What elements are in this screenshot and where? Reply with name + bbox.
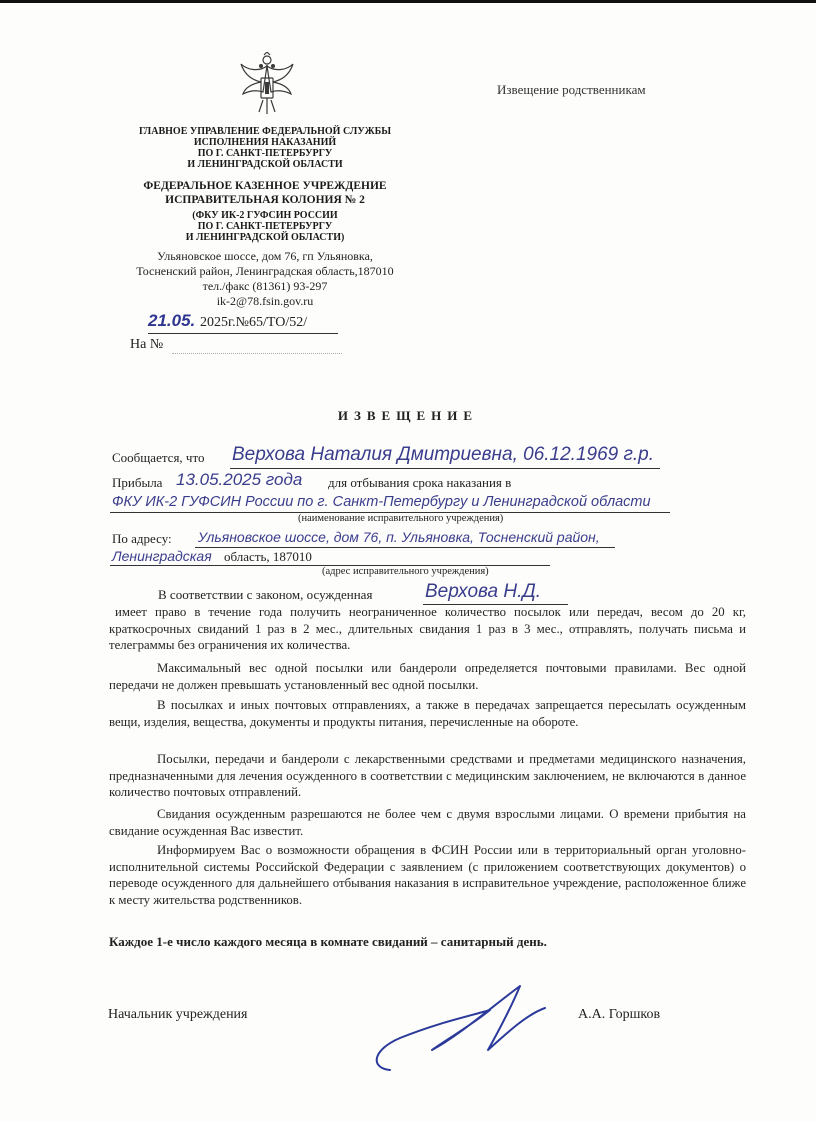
- reg-underline: [148, 333, 338, 334]
- document-title: ИЗВЕЩЕНИЕ: [337, 408, 479, 423]
- recipient-note: Извещение родственникам: [497, 82, 646, 97]
- short-name-line: (ФКУ ИК-2 ГУФСИН РОССИИ: [192, 210, 338, 221]
- law-label: В соответствии с законом, осужденная: [158, 587, 373, 602]
- address-underline-1: [195, 547, 615, 548]
- address-line: Тосненский район, Ленинградская область,187010: [136, 264, 394, 278]
- sanitary-day-note: Каждое 1-е число каждого месяца в комнате свиданий – санитарный день.: [109, 934, 547, 949]
- reported-label: Сообщается, что: [112, 450, 205, 465]
- convict-short-name: Верхова Н.Д.: [425, 581, 542, 602]
- person-underline: [230, 468, 660, 469]
- header-line: ИСПОЛНЕНИЯ НАКАЗАНИЙ: [193, 137, 337, 148]
- institution-line: ИСПРАВИТЕЛЬНАЯ КОЛОНИЯ № 2: [165, 194, 365, 206]
- short-name-line: И ЛЕНИНГРАДСКОЙ ОБЛАСТИ): [185, 232, 345, 243]
- signatory-position: Начальник учреждения: [108, 1007, 248, 1022]
- address-line-2-hand: Ленинградская: [112, 548, 212, 564]
- reference-number-blank: [172, 353, 342, 354]
- rights-paragraph: имеет право в течение года получить неограниченное количество посылок или передач, весом до 20 кг, краткосрочных свиданий 1 раз в 2 мес., длительных свидания 1 раз в 3 мес., отправлять, получать письма и телеграммы без ограничения их количества.: [109, 605, 746, 653]
- arrival-date: 13.05.2025 года: [176, 470, 303, 489]
- header-line: И ЛЕНИНГРАДСКОЙ ОБЛАСТИ: [187, 159, 343, 170]
- arrived-tail: для отбывания срока наказания в: [328, 475, 512, 490]
- visits-paragraph: Свидания осужденным разрешаются не более чем с двумя взрослыми лицами. О времени прибытия на свидание осужденная Вас известит.: [109, 807, 746, 838]
- address-line-1: Ульяновское шоссе, дом 76, п. Ульяновка, Тосненский район,: [198, 529, 600, 545]
- signatory-name: А.А. Горшков: [578, 1007, 661, 1022]
- address-label: По адресу:: [112, 531, 172, 546]
- fsin-emblem-icon: [237, 52, 297, 122]
- institution-line: ФЕДЕРАЛЬНОЕ КАЗЕННОЕ УЧРЕЖДЕНИЕ: [143, 180, 387, 192]
- address-line: Ульяновское шоссе, дом 76, гп Ульяновка,: [157, 249, 373, 263]
- scan-edge-line: [0, 0, 816, 3]
- parcel-weight-paragraph: Максимальный вес одной посылки или бандероли определяется почтовыми правилами. Вес одной передачи не должен превышать установленный вес одной посылки.: [109, 661, 746, 692]
- institution-name: ФКУ ИК-2 ГУФСИН России по г. Санкт-Петербургу и Ленинградской области: [112, 494, 651, 510]
- institution-caption: (наименование исправительного учреждения): [298, 513, 504, 524]
- prohibited-items-paragraph: В посылках и иных почтовых отправлениях, а также в передачах запрещается пересылать осужденным вещи, изделия, вещества, документы и продукты питания, перечисленные на обороте.: [109, 698, 746, 729]
- address-caption: (адрес исправительного учреждения): [322, 566, 489, 577]
- email-line: ik-2@78.fsin.gov.ru: [216, 294, 314, 308]
- phone-line: тел./факс (81361) 93-297: [202, 279, 328, 293]
- convict-full-name: Верхова Наталия Дмитриевна, 06.12.1969 г.р.: [232, 444, 654, 465]
- reference-number-label: На №: [130, 337, 164, 352]
- handwritten-signature-icon: [360, 980, 550, 1080]
- header-line: ПО Г. САНКТ-ПЕТЕРБУРГУ: [197, 148, 333, 159]
- short-name-line: ПО Г. САНКТ-ПЕТЕРБУРГУ: [197, 221, 333, 232]
- transfer-paragraph: Информируем Вас о возможности обращения в ФСИН России или в территориальный орган уголовно-исполнительной системы Российской Федерации с заявлением (с приложением соответствующих документов) о переводе осужденного для дальнейшего отбывания наказания в исправительное учреждение, расположенное ближе к месту жительства родственников.: [109, 843, 746, 908]
- registration-number: 2025г.№65/ТО/52/: [200, 315, 308, 330]
- medical-parcels-paragraph: Посылки, передачи и бандероли с лекарственными средствами и предметами медицинского назначения, предназначенными для лечения осужденного в соответствии с медицинским заключением, не включаются в данное количество почтовых отправлений.: [109, 752, 746, 800]
- header-line: ГЛАВНОЕ УПРАВЛЕНИЕ ФЕДЕРАЛЬНОЙ СЛУЖБЫ: [138, 126, 392, 137]
- arrived-label: Прибыла: [112, 475, 163, 490]
- address-line-2-rest: область, 187010: [224, 549, 312, 564]
- handwritten-date: 21.05.: [148, 311, 196, 330]
